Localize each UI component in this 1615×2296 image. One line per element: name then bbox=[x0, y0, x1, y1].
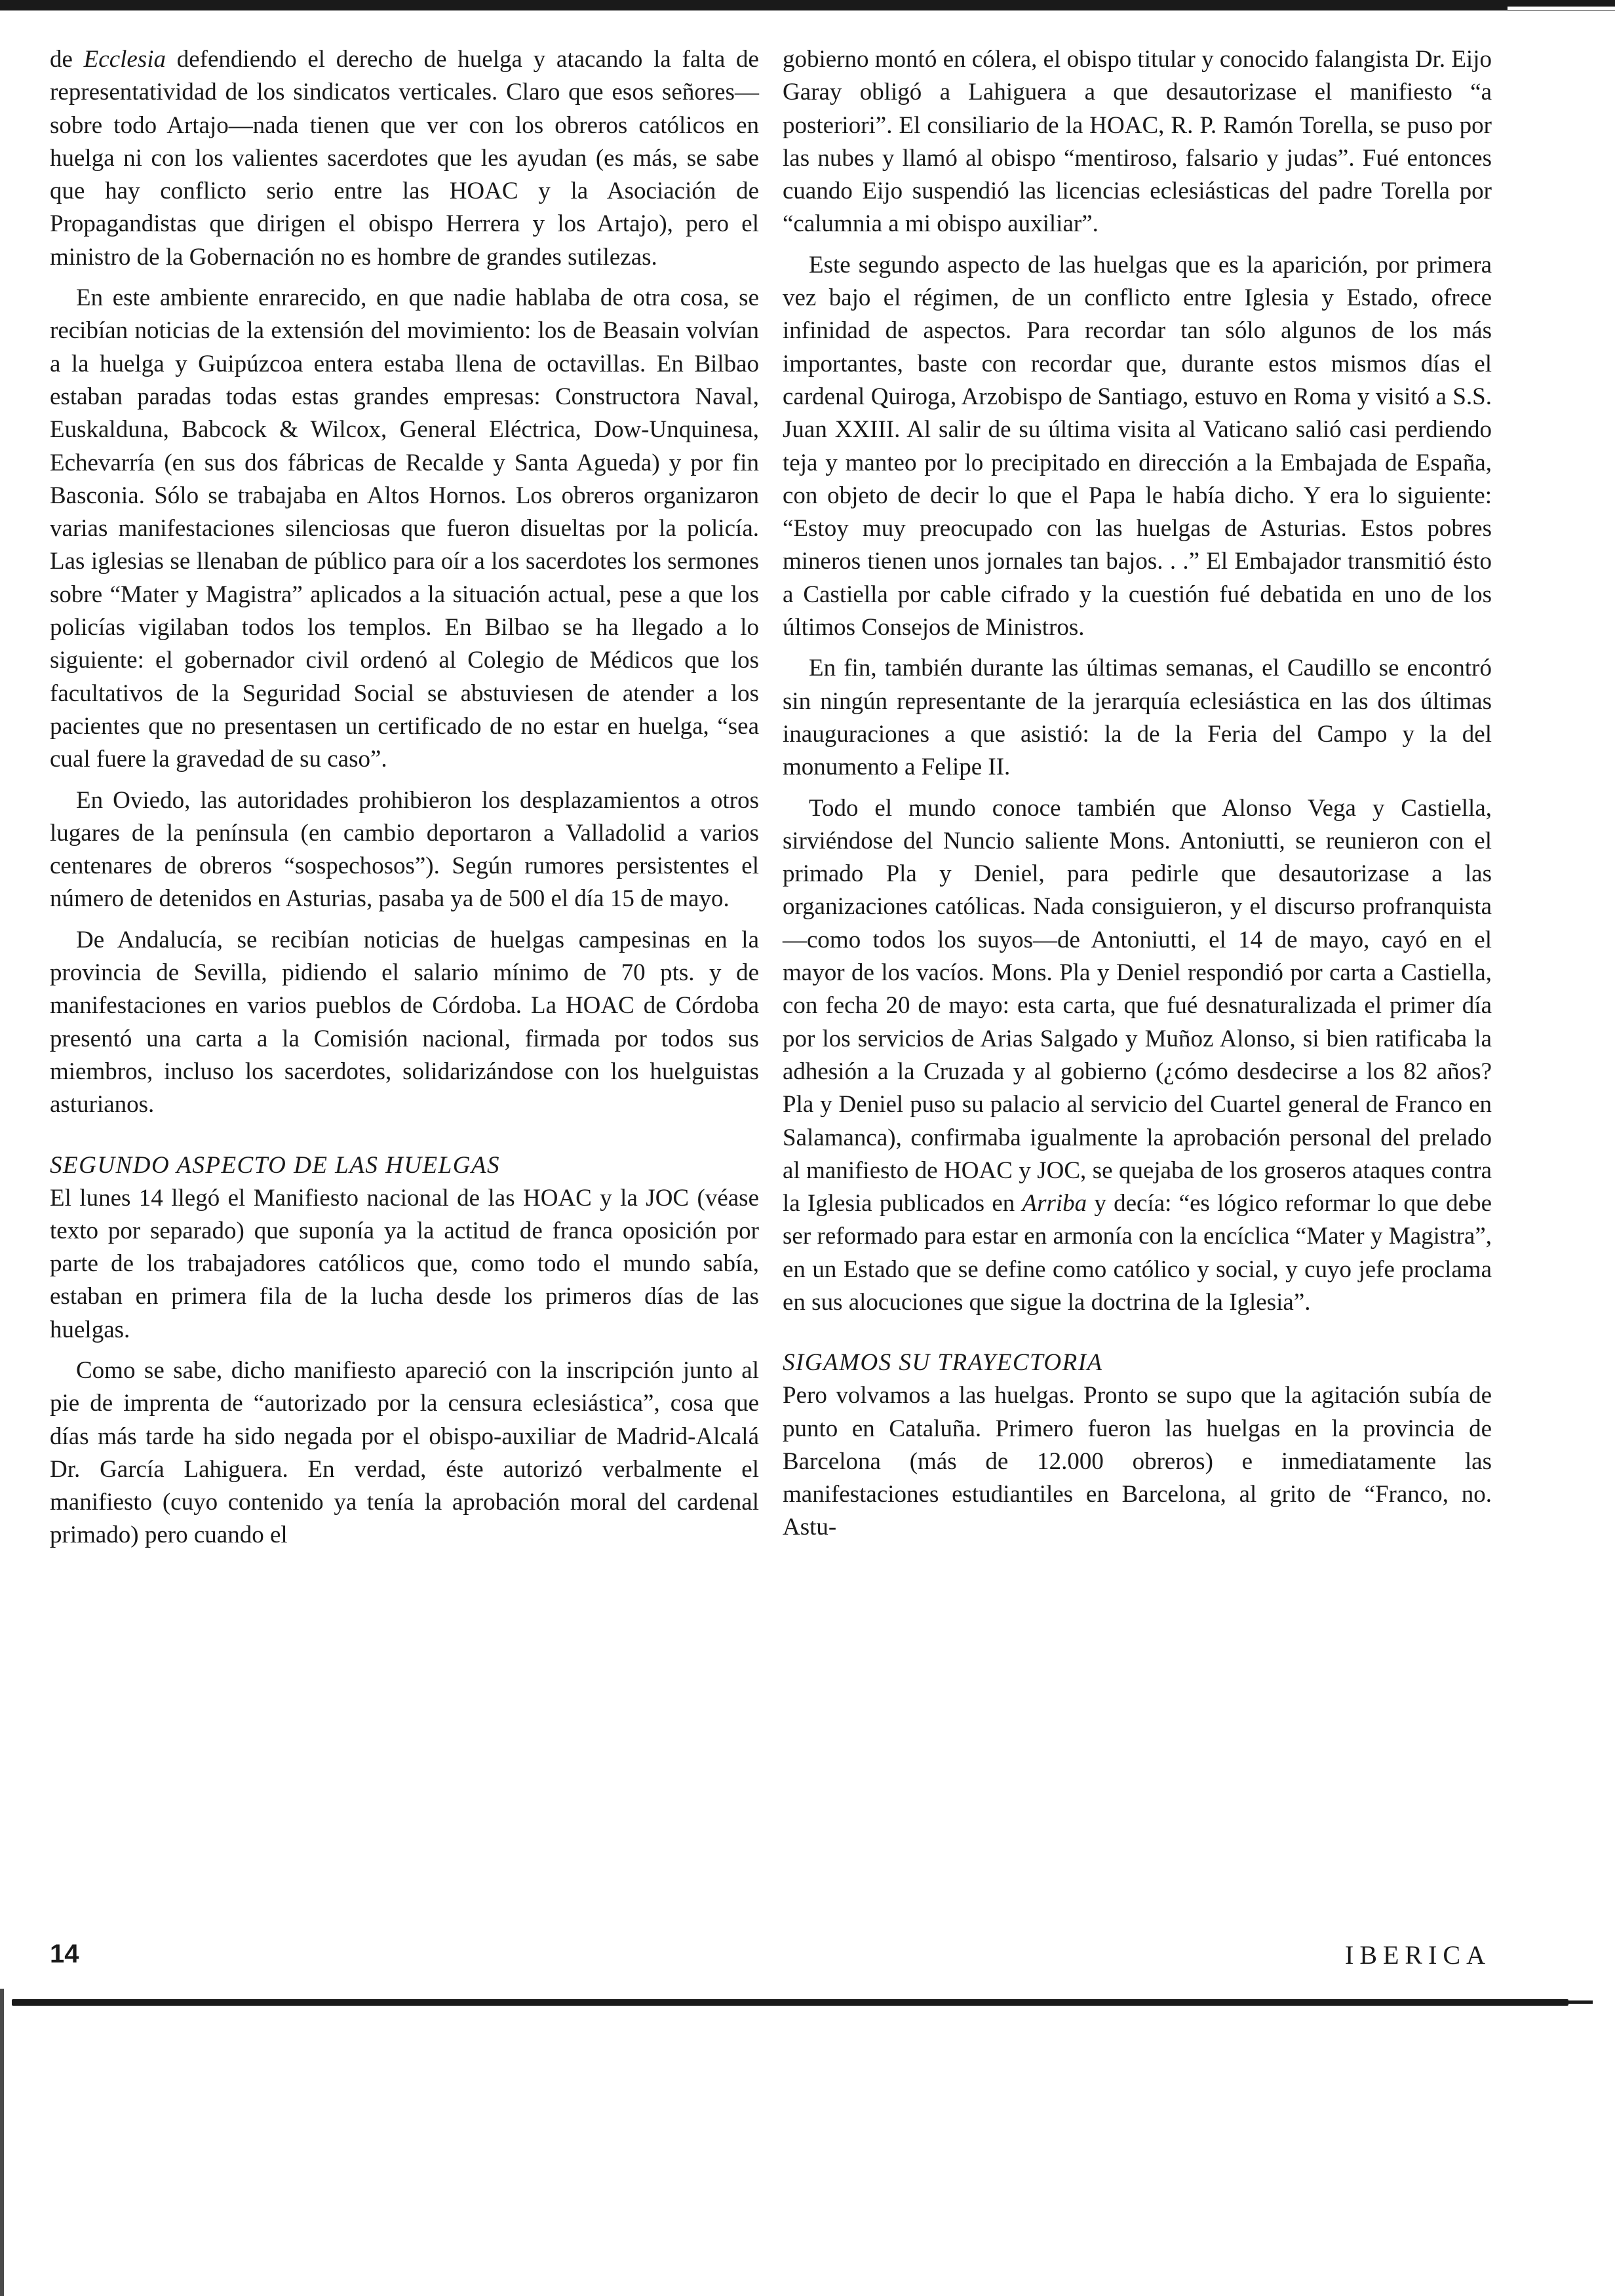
paragraph: En este ambiente enrarecido, en que nadie hablaba de otra cosa, se recibían noticias de la extensión del movimiento: los de Beasain volvían a la huelga y Guipúzcoa entera estaba llena de octavillas. En Bilbao estaban paradas todas estas grandes empresas: Constructora Naval, Euskalduna, Babcock & Wilcox, General Eléctrica, Dow-Unquinesa, Echevarría (en sus dos fábricas de Recalde y Santa Agueda) y por fin Basconia. Sólo se trabajaba en Altos Hornos. Los obreros organizaron varias manifestaciones silenciosas que fueron disueltas por la policía. Las iglesias se llenaban de público para oír a los sacerdotes los sermones sobre “Mater y Magistra” aplicados a la situación actual, pese a que los policías vigilaban todos los templos. En Bilbao se ha llegado a lo siguiente: el gobernador civil ordenó al Colegio de Médicos que los facultativos de la Seguridad Social se abstuviesen de atender a los pacientes que no presentasen un certificado de no estar en huelga, “sea cual fuere la gravedad de su caso”. bbox=[50, 284, 759, 773]
paragraph: El lunes 14 llegó el Manifiesto nacional de las HOAC y la JOC (véase texto por separado) que suponía ya la actitud de franca oposición por parte de los trabajadores católicos que, como todo el mundo sabía, estaban en primera fila de la lucha desde los primeros días de las huelgas. bbox=[50, 1184, 759, 1343]
top-rule bbox=[0, 0, 1615, 10]
publication-name-ecclesia: Ecclesia bbox=[83, 46, 166, 73]
paragraph: Este segundo aspecto de las huelgas que es la aparición, por primera vez bajo el régimen, de un conflicto entre Iglesia y Estado, ofrece infinidad de aspectos. Para recordar tan sólo algunos de los más importantes, baste con recordar que, durante estos mismos días el cardenal Quiroga, Arzobispo de Santiago, estuvo en Roma y visitó a S.S. Juan XXIII. Al salir de su última visita al Vaticano salió casi perdiendo teja y manteo por lo precipitado en dirección a la Embajada de España, con objeto de decir lo que el Papa le había dicho. Y era lo siguiente: “Estoy muy preocupado con las huelgas de Asturias. Estos pobres mineros tienen unos jornales tan bajos. . .” El Embajador transmitió ésto a Castiella por cable cifrado y la cuestión fué debatida en uno de los últimos Consejos de Ministros. bbox=[783, 251, 1492, 641]
paragraph: En Oviedo, las autoridades prohibieron los desplazamientos a otros lugares de la península (en cambio deportaron a Valladolid a varios centenares de obreros “sospechosos”). Según rumores persistentes el número de detenidos en Asturias, pasaba ya de 500 el día 15 de mayo. bbox=[50, 786, 759, 913]
paragraph-text: defendiendo el derecho de huelga y atacando la falta de representatividad de los sindicatos verticales. Claro que esos señores—sobre todo Artajo—nada tienen que ver con los obreros católicos en huelga ni con los valientes sacerdotes que les ayudan (es más, se sabe que hay conflicto serio entre las HOAC y la Asociación de Propagandistas que dirigen el obispo Herrera y los Artajo), pero el ministro de la Gobernación no es hombre de grandes sutilezas. bbox=[50, 46, 759, 271]
page-number: 14 bbox=[50, 1940, 79, 1968]
scan-edge bbox=[0, 1989, 4, 2296]
paragraph-text: y decía: “es lógico reformar lo que debe ser reformado para estar en armonía con la encíclica “Mater y Magistra”, en un Estado que se define como católico y social, y cuyo jefe proclama en sus alocuciones que sigue la doctrina de la Iglesia”. bbox=[783, 1190, 1492, 1316]
left-column bbox=[50, 43, 759, 1560]
right-column bbox=[783, 43, 1492, 1552]
paragraph bbox=[783, 792, 1492, 1320]
paragraph: Pero volvamos a las huelgas. Pronto se supo que la agitación subía de punto en Cataluña. Primero fueron las huelgas en la provincia de Barcelona (más de 12.000 obreros) e inmediatamente las manifestaciones estudiantiles en Barcelona, al grito de “Franco, no. Astu- bbox=[783, 1382, 1492, 1541]
top-rule-gap bbox=[1508, 7, 1615, 10]
bottom-rule bbox=[12, 1999, 1568, 2006]
section-heading: SEGUNDO ASPECTO DE LAS HUELGAS bbox=[50, 1151, 501, 1179]
bottom-rule-tail bbox=[1560, 2000, 1593, 2004]
publication-name-arriba: Arriba bbox=[1022, 1190, 1087, 1217]
publication-name: IBERICA bbox=[1345, 1940, 1491, 1970]
section-heading: SIGAMOS SU TRAYECTORIA bbox=[783, 1349, 1103, 1377]
paragraph: En fin, también durante las últimas semanas, el Caudillo se encontró sin ningún representante de la jerarquía eclesiástica en las dos últimas inauguraciones a que asistió: la de la Feria del Campo y la del monumento a Felipe II. bbox=[783, 655, 1492, 781]
paragraph-text: de bbox=[50, 46, 84, 73]
paragraph bbox=[50, 43, 759, 274]
paragraph: Como se sabe, dicho manifiesto apareció con la inscripción junto al pie de imprenta de “autorizado por la censura eclesiástica”, cosa que días más tarde ha sido negada por el obispo-auxiliar de Madrid-Alcalá Dr. García Lahiguera. En verdad, éste autorizó verbalmente el manifiesto (cuyo contenido ya tenía la aprobación moral del cardenal primado) pero cuando el bbox=[50, 1356, 759, 1549]
paragraph-text: Todo el mundo conoce también que Alonso Vega y Castiella, sirviéndose del Nuncio saliente Mons. Antoniutti, se reunieron con el primado Pla y Deniel, para pedirle que desautorizase a las organizaciones católicas. Nada consiguieron, y el discurso profranquista—como todos los suyos—de Antoniutti, el 14 de mayo, cayó en el mayor de los vacíos. Mons. Pla y Deniel respondió por carta a Castiella, con fecha 20 de mayo: esta carta, que fué desnaturalizada el primer día por los servicios de Arias Salgado y Muñoz Alonso, si bien ratificaba la adhesión a la Cruzada y al gobierno (¿cómo desdecirse a los 82 años? Pla y Deniel puso su palacio al servicio del Cuartel general de Franco en Salamanca), confirmaba igualmente la aprobación personal del prelado al manifiesto de HOAC y JOC, se quejaba de los groseros ataques contra la Iglesia publicados en bbox=[783, 794, 1492, 1217]
paragraph: De Andalucía, se recibían noticias de huelgas campesinas en la provincia de Sevilla, pidiendo el salario mínimo de 70 pts. y de manifestaciones en varios pueblos de Córdoba. La HOAC de Córdoba presentó una carta a la Comisión nacional, firmada por todos sus miembros, incluso los sacerdotes, solidarizándose con los huelguistas asturianos. bbox=[50, 926, 759, 1119]
paragraph: gobierno montó en cólera, el obispo titular y conocido falangista Dr. Eijo Garay obligó a Lahiguera a que desautorizase el manifiesto “a posteriori”. El consiliario de la HOAC, R. P. Ramón Torella, se puso por las nubes y llamó al obispo “mentiroso, falsario y judas”. Fué entonces cuando Eijo suspendió las licencias eclesiásticas del padre Torella por “calumnia a mi obispo auxiliar”. bbox=[783, 46, 1492, 238]
